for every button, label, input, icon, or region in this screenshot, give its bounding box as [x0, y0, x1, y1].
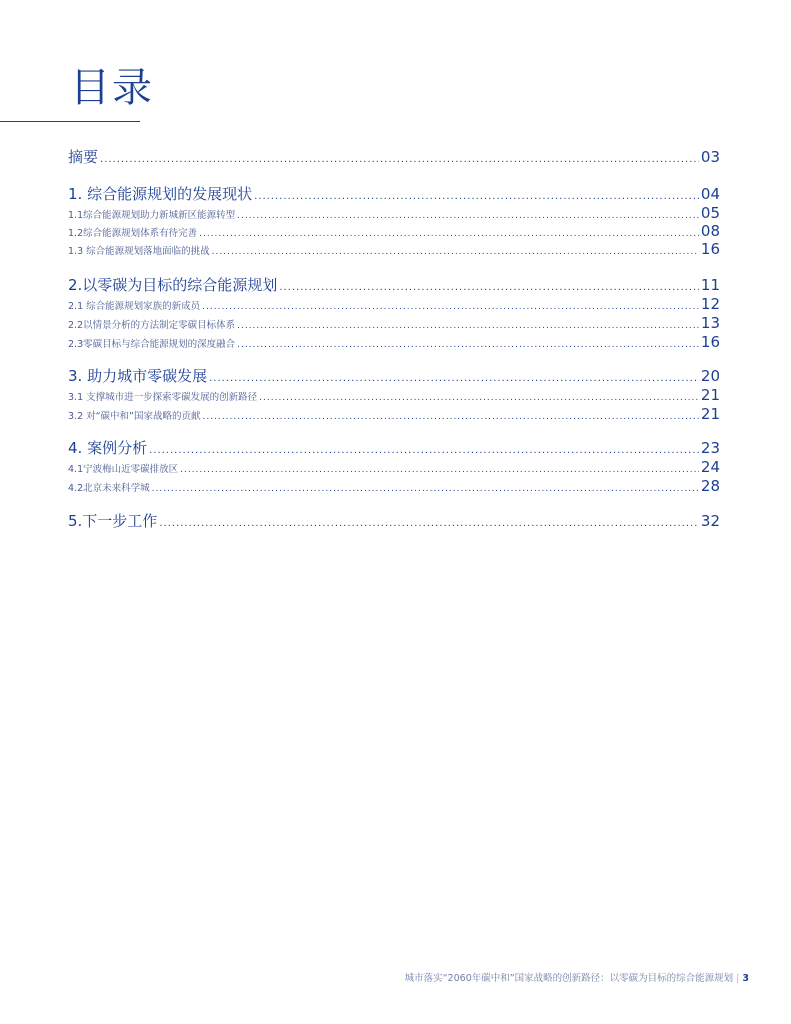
toc-dot-leader: [237, 319, 699, 333]
toc-dot-leader: [237, 209, 699, 223]
toc-entry-page: 03: [700, 148, 720, 166]
toc-entry[interactable]: [68, 276, 720, 297]
toc-entry-label: 2.2以情景分析的方法制定零碳目标体系: [68, 320, 236, 331]
toc-subentry[interactable]: [68, 407, 720, 424]
toc-entry-page: 20: [700, 367, 720, 385]
toc-entry-label: 4. 案例分析: [68, 439, 148, 457]
toc-subentry[interactable]: [68, 388, 720, 405]
toc-entry-label: 1.2综合能源规划体系有待完善: [68, 228, 198, 239]
toc-entry-page: 13: [700, 314, 720, 332]
toc-subentry[interactable]: [68, 242, 720, 259]
toc-entry-page: 16: [700, 333, 720, 351]
toc-dot-leader: [202, 300, 699, 314]
toc-entry-page: 12: [700, 295, 720, 313]
page-title: 目录: [70, 65, 154, 111]
footer-page-number: 3: [742, 973, 749, 984]
toc-entry[interactable]: [68, 148, 720, 169]
title-underline: [0, 121, 140, 122]
toc-entry-page: 16: [700, 240, 720, 258]
toc-entry-label: 摘要: [68, 148, 99, 166]
toc-entry-page: 24: [700, 458, 720, 476]
toc-entry-label: 3. 助力城市零碳发展: [68, 367, 208, 385]
toc-entry-page: 05: [700, 204, 720, 222]
toc-dot-leader: [212, 245, 699, 259]
toc-entry-label: 4.1宁波梅山近零碳排放区: [68, 464, 179, 475]
toc-entry[interactable]: [68, 185, 720, 206]
toc-dot-leader: [159, 515, 699, 533]
toc-entry-page: 21: [700, 405, 720, 423]
toc-entry-page: 08: [700, 222, 720, 240]
toc-entry-label: 2.3零碳目标与综合能源规划的深度融合: [68, 339, 236, 350]
toc-entry-label: 2.1 综合能源规划家族的新成员: [68, 301, 201, 312]
toc-dot-leader: [279, 279, 699, 297]
toc-entry-page: 21: [700, 386, 720, 404]
toc-entry-label: 3.1 支撑城市进一步探索零碳发展的创新路径: [68, 392, 258, 403]
page-footer: [405, 970, 749, 984]
toc-subentry[interactable]: [68, 479, 720, 496]
toc-entry-label: 2.以零碳为目标的综合能源规划: [68, 276, 278, 294]
toc-entry-label: 3.2 对“碳中和”国家战略的贡献: [68, 411, 201, 422]
toc-entry-label: 1.3 综合能源规划落地面临的挑战: [68, 246, 210, 257]
toc-subentry[interactable]: [68, 460, 720, 477]
toc-entry-label: 5.下一步工作: [68, 512, 158, 530]
toc-subentry[interactable]: [68, 297, 720, 314]
toc-entry[interactable]: [68, 367, 720, 388]
toc-dot-leader: [149, 442, 699, 460]
toc-dot-leader: [100, 151, 699, 169]
toc-entry-label: 4.2北京未来科学城: [68, 483, 150, 494]
toc-entry-page: 28: [700, 477, 720, 495]
toc-entry[interactable]: [68, 439, 720, 460]
toc-dot-leader: [254, 188, 699, 206]
toc-dot-leader: [199, 227, 699, 241]
toc-subentry[interactable]: [68, 206, 720, 223]
toc-entry-page: 11: [700, 276, 720, 294]
toc-dot-leader: [180, 463, 699, 477]
toc-entry-label: 1.1综合能源规划助力新城新区能源转型: [68, 210, 236, 221]
footer-running-title: 城市落实“2060年碳中和”国家战略的创新路径：以零碳为目标的综合能源规划: [404, 973, 734, 984]
toc-subentry[interactable]: [68, 335, 720, 352]
toc-entry-page: 23: [700, 439, 720, 457]
footer-separator: |: [736, 973, 740, 984]
toc-entry-page: 04: [700, 185, 720, 203]
toc-dot-leader: [152, 482, 699, 496]
toc-dot-leader: [237, 338, 699, 352]
toc-dot-leader: [202, 410, 698, 424]
toc-entry-page: 32: [700, 512, 720, 530]
toc-dot-leader: [259, 391, 699, 405]
toc-entry[interactable]: [68, 512, 720, 533]
toc-dot-leader: [209, 370, 699, 388]
toc-subentry[interactable]: [68, 224, 720, 241]
toc-subentry[interactable]: [68, 316, 720, 333]
toc-entry-label: 1. 综合能源规划的发展现状: [68, 185, 253, 203]
